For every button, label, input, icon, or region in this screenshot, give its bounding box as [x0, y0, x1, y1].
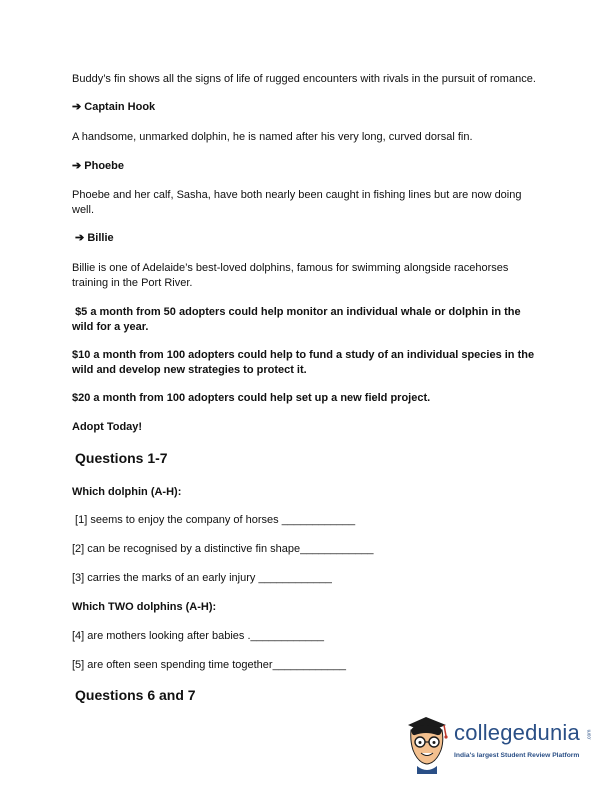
brand-name: collegedunia — [454, 720, 580, 745]
billie-heading: ➔ Billie — [72, 232, 114, 244]
questions-6-7-heading: Questions 6 and 7 — [75, 687, 196, 703]
question-5: [5] are often seen spending time together____________ — [72, 659, 346, 671]
graduate-mascot-icon — [404, 714, 454, 774]
brand-dotcom: .com — [586, 729, 593, 741]
question-3: [3] carries the marks of an early injury ____________ — [72, 572, 332, 584]
five-dollar-offer: $5 a month from 50 adopters could help monitor an individual whale or dolphin in the wild for a year. — [72, 306, 524, 333]
phoebe-description: Phoebe and her calf, Sasha, have both nearly been caught in fishing lines but are now doing well. — [72, 189, 522, 216]
buddy-description: Buddy’s fin shows all the signs of life of rugged encounters with rivals in the pursuit of romance. — [72, 73, 536, 85]
adopt-today: Adopt Today! — [72, 421, 143, 433]
captain-hook-heading: ➔ Captain Hook — [72, 101, 156, 113]
questions-1-7-heading: Questions 1-7 — [75, 450, 168, 466]
billie-description: Billie is one of Adelaide’s best-loved dolphins, famous for swimming alongside racehorses training in the Port River. — [72, 262, 509, 289]
which-dolphin-label: Which dolphin (A-H): — [72, 486, 182, 498]
ten-dollar-offer: $10 a month from 100 adopters could help to fund a study of an individual species in the wild and develop new strategies to protect it. — [72, 349, 535, 376]
collegedunia-logo — [404, 714, 594, 774]
twenty-dollar-offer: $20 a month from 100 adopters could help set up a new field project. — [72, 392, 431, 404]
phoebe-heading: ➔ Phoebe — [72, 160, 125, 172]
question-2: [2] can be recognised by a distinctive fin shape____________ — [72, 543, 374, 555]
question-1: [1] seems to enjoy the company of horses ____________ — [72, 514, 356, 526]
which-two-dolphins-label: Which TWO dolphins (A-H): — [72, 601, 217, 613]
captain-hook-description: A handsome, unmarked dolphin, he is named after his very long, curved dorsal fin. — [72, 131, 473, 143]
question-4: [4] are mothers looking after babies .____________ — [72, 630, 324, 642]
brand-tagline: India's largest Student Review Platform — [454, 752, 580, 759]
